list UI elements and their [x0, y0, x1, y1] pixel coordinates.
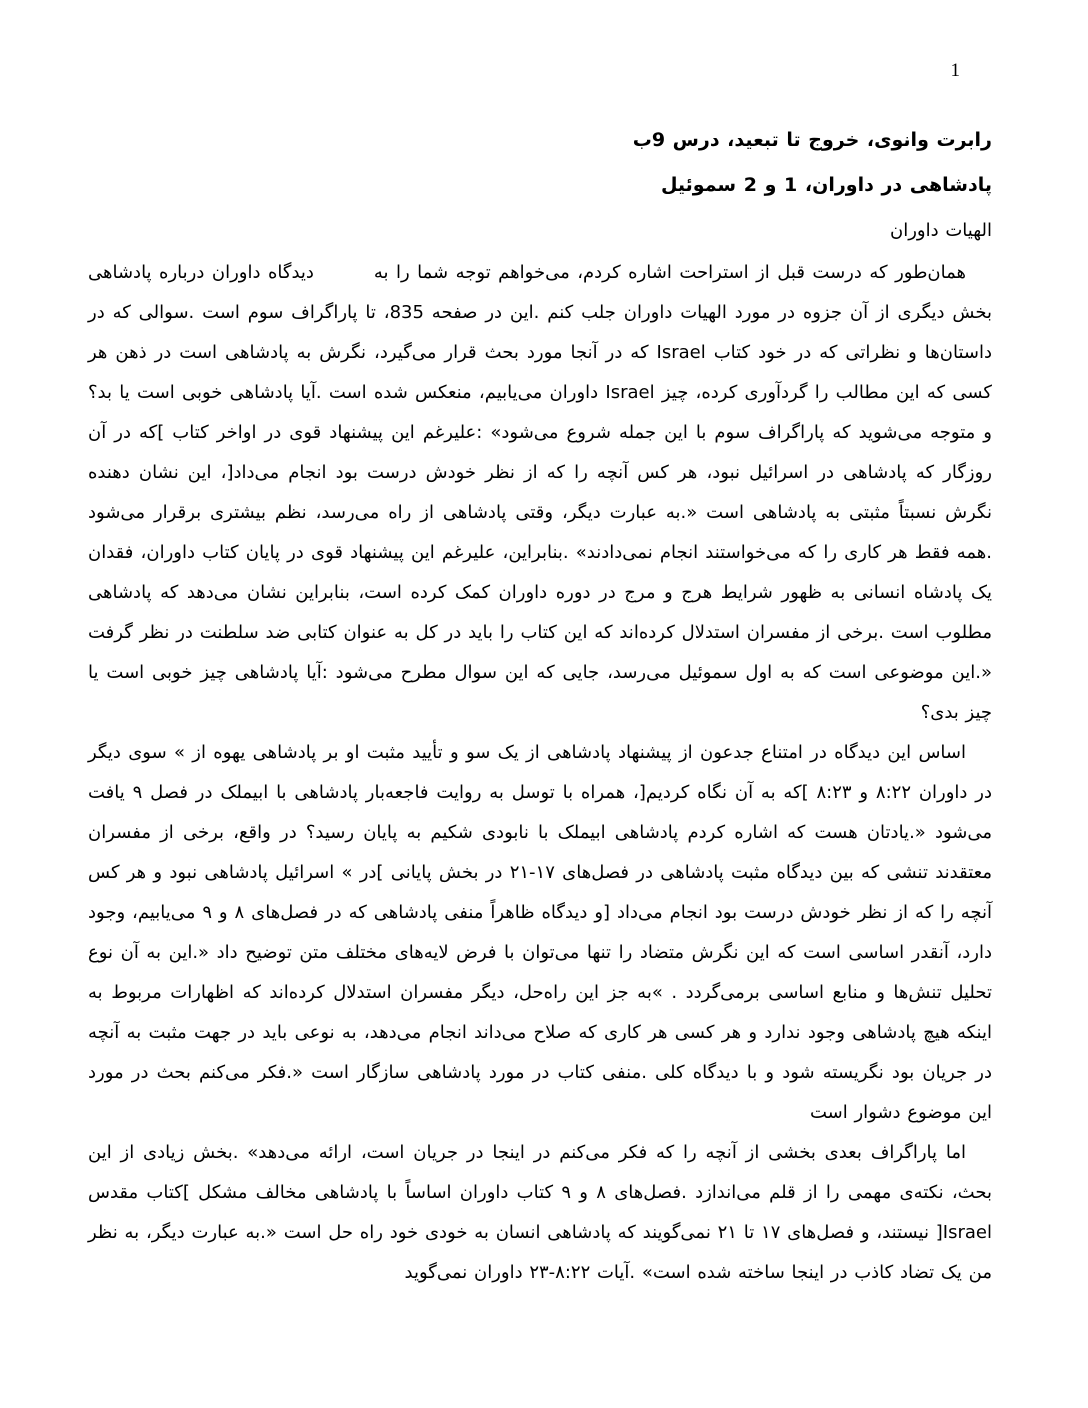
title-line-1: رابرت وانوی، خروج تا تبعید، درس 9ب	[632, 129, 992, 151]
title-line-2: پادشاهی در داوران، 1 و 2 سموئیل	[660, 174, 992, 196]
section-heading: الهیات داوران	[890, 220, 992, 241]
paragraph-1: همان‌طور که درست قبل از استراحت اشاره کردم، می‌خواهم توجه شما را به دیدگاه داوران درباره پادشاهی بخش دیگری از آن جزوه در مورد الهیات داوران جلب کنم .این در صفحه 835، تا پاراگراف سوم است .سوالی که در داستان‌ها و نظراتی که در خود کتاب Israel که در آنجا مورد بحث قرار می‌گیرد، نگرش به پادشاهی است در ذهن هر کسی که این مطالب را گردآوری کرده، چیز Israel داوران می‌یابیم، منعکس شده است .آیا پادشاهی خوبی است یا بد؟ و متوجه می‌شوید که پاراگراف سوم با این جمله شروع می‌شود» :علیرغم این پیشنهاد قوی در اواخر کتاب ]که در آن روزگار که پادشاهی در اسرائیل نبود، هر کس آنچه را که از نظر خودش درست بود انجام می‌داد[، این نشان دهنده نگرش نسبتاً مثبتی به پادشاهی است «.به عبارت دیگر، وقتی پادشاهی از راه می‌رسد، نظم بیشتری برقرار می‌شود .همه فقط هر کاری را که می‌خواستند انجام نمی‌دادند» .بنابراین، علیرغم این پیشنهاد قوی در پایان کتاب داوران، فقدان یک پادشاه انسانی به ظهور شرایط هرج و مرج در دوره داوران کمک کرده است، بنابراین نشان می‌دهد که پادشاهی مطلوب است .برخی از مفسران استدلال کرده‌اند که این کتاب را باید در کل به عنوان کتابی ضد سلطنت در نظر گرفت «.این موضوعی است که به اول سموئیل می‌رسد، جایی که این سوال مطرح می‌شود :آیا پادشاهی چیز خوبی است یا چیز بدی؟	[88, 262, 992, 723]
document-content	[88, 118, 992, 1293]
paragraph-2: اساس این دیدگاه در امتناع جدعون از پیشنهاد پادشاهی از یک سو و تأیید مثبت او بر پادشاهی یهوه از » سوی دیگر در داوران ٨:٢٢ و ٨:٢٣ ]که به آن نگاه کردیم[، همراه با توسل به روایت فاجعه‌بار پادشاهی با ابیملک در فصل ٩ یافت می‌شود «.یادتان هست که اشاره کردم پادشاهی ابیملک با نابودی شکیم به پایان رسید؟ در واقع، برخی از مفسران معتقدند تنشی که بین دیدگاه مثبت پادشاهی در فصل‌های ١٧-٢١ در بخش پایانی ]در » اسرائیل پادشاهی نبود و هر کس آنچه را که از نظر خودش درست بود انجام می‌داد [و دیدگاه ظاهراً منفی پادشاهی که در فصل‌های ٨ و ٩ می‌یابیم، وجود دارد، آنقدر اساسی است که این نگرش متضاد را تنها می‌توان با فرض لایه‌های مختلف متن توضیح داد «.این به آن نوع تحلیل تنش‌ها و منابع اساسی برمی‌گردد . »به جز این راه‌حل، دیگر مفسران استدلال کرده‌اند که اظهارات مربوط به اینکه هیچ پادشاهی وجود ندارد و هر کسی هر کاری که صلاح می‌داند انجام می‌دهد، به نوعی باید در جهت مثبت به آنچه در جریان بود نگریسته شود و با دیدگاه کلی .منفی کتاب در مورد پادشاهی سازگار است «.فکر می‌کنم بحث در مورد این موضوع دشوار است	[88, 742, 992, 1123]
paragraph-3: اما پاراگراف بعدی بخشی از آنچه را که فکر می‌کنم در اینجا در جریان است، ارائه می‌دهد» .بخش زیادی از این بحث، نکته‌ی مهمی را از قلم می‌اندازد .فصل‌های ٨ و ٩ کتاب داوران اساساً با پادشاهی مخالف مشکل ]کتاب مقدس Israel[ نیستند، و فصل‌های ١٧ تا ٢١ نمی‌گویند که پادشاهی انسان به خودی خود راه حل است «.به عبارت دیگر، به نظر من یک تضاد کاذب در اینجا ساخته شده است» .آیات ٨:٢٢-٢٣ داوران نمی‌گوید	[88, 1142, 992, 1283]
page-number: 1	[950, 60, 960, 81]
